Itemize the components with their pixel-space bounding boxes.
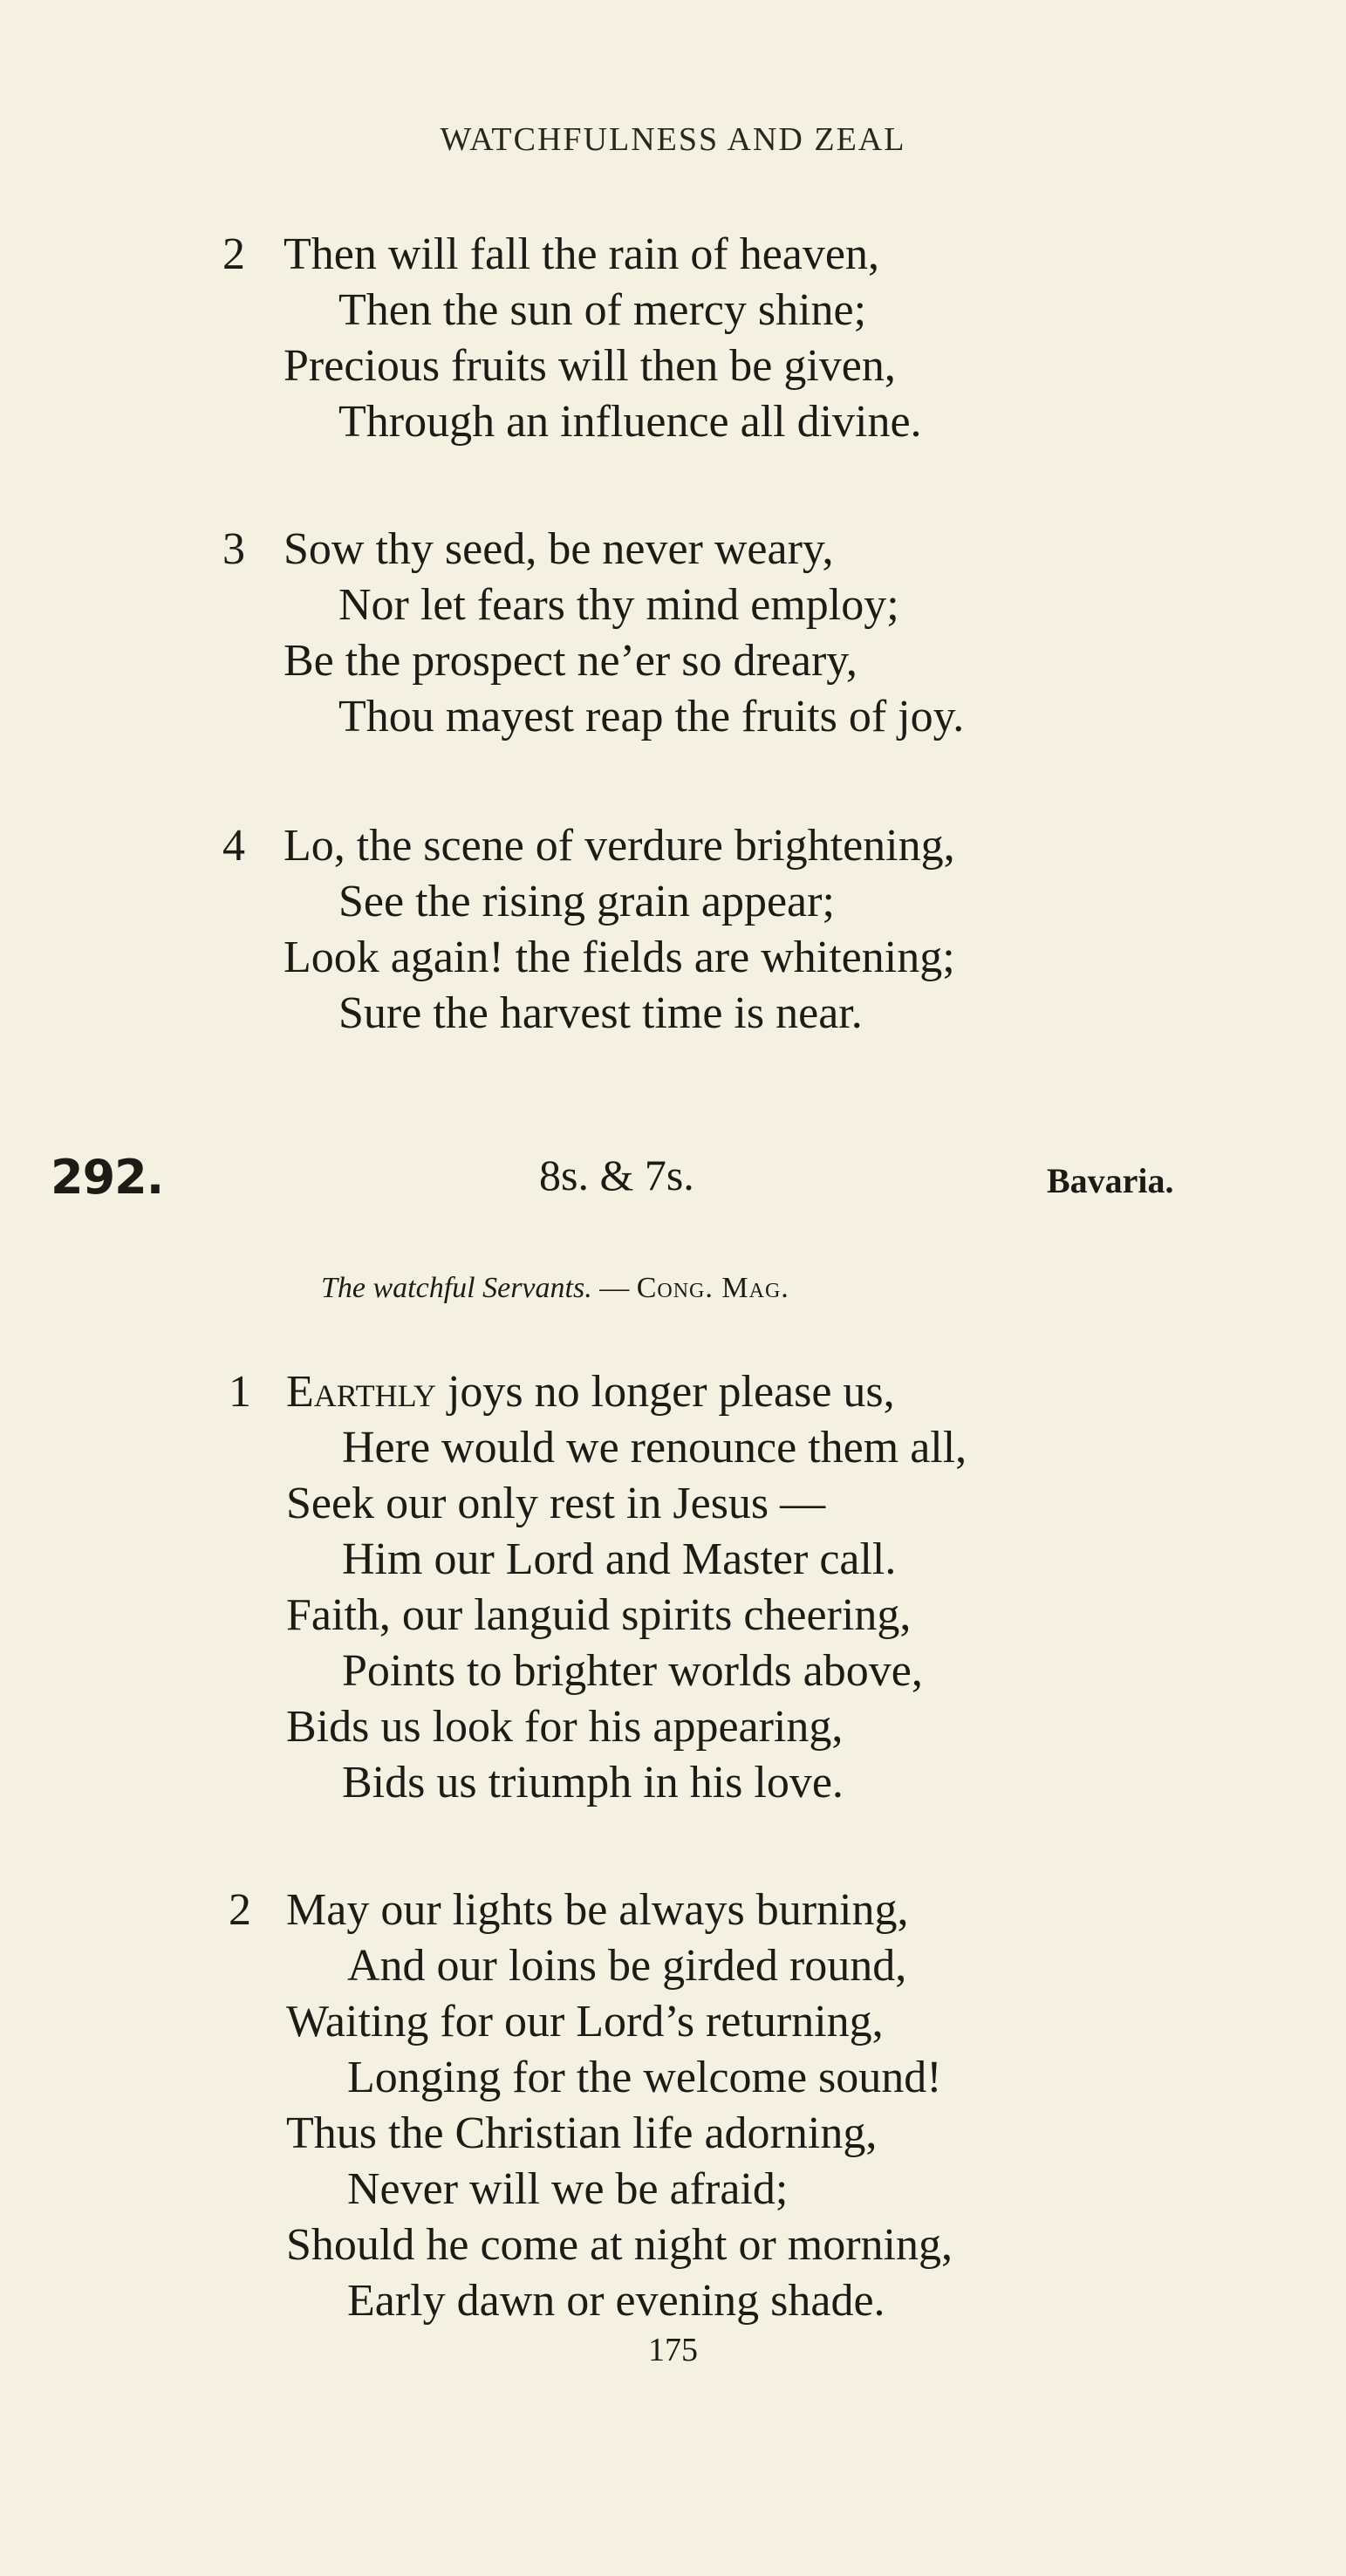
verse-line: Precious fruits will then be given, (284, 341, 896, 391)
verse-line: Nor let fears thy mind employ; (338, 580, 899, 630)
verse-line: Early dawn or evening shade. (347, 2276, 885, 2326)
hymn-number: 292. (51, 1150, 164, 1205)
title-dash: — (591, 1272, 637, 1304)
stanza-number: 2 (229, 1885, 251, 1935)
verse-line: Seek our only rest in Jesus — (286, 1479, 826, 1528)
stanza-number: 4 (222, 821, 245, 871)
verse-line: Him our Lord and Master call. (342, 1534, 897, 1584)
verse-line: Waiting for our Lord’s returning, (286, 1997, 884, 2046)
verse-line: Thou mayest reap the fruits of joy. (338, 692, 965, 741)
verse-line: Longing for the welcome sound! (347, 2053, 942, 2102)
hymn-title: The watchful Servants. (321, 1272, 592, 1304)
verse-line: Then the sun of mercy shine; (338, 285, 867, 335)
verse-line: Faith, our languid spirits cheering, (286, 1590, 912, 1640)
stanza-number: 3 (222, 524, 245, 574)
verse-line: Through an influence all divine. (338, 397, 922, 447)
first-line-rest: joys no longer please us, (435, 1367, 895, 1417)
verse-line: Lo, the scene of verdure brightening, (284, 821, 955, 871)
verse-line: Sow thy seed, be never weary, (284, 524, 834, 574)
verse-line: Should he come at night or morning, (286, 2220, 953, 2270)
stanza-number: 2 (222, 229, 245, 279)
verse-line: Bids us triumph in his love. (342, 1758, 844, 1807)
hymn-subtitle (321, 1272, 789, 1305)
running-head: WATCHFULNESS AND ZEAL (440, 121, 906, 158)
stanza-number: 1 (229, 1367, 251, 1417)
verse-line: Here would we renounce them all, (342, 1423, 967, 1472)
verse-line: Then will fall the rain of heaven, (284, 229, 879, 279)
verse-line: Look again! the fields are whitening; (284, 933, 955, 982)
verse-line: Points to brighter worlds above, (342, 1646, 923, 1696)
verse-line: Thus the Christian life adorning, (286, 2108, 878, 2158)
verse-line: And our loins be girded round, (347, 1941, 907, 1991)
verse-line: Sure the harvest time is near. (338, 988, 863, 1038)
verse-line: See the rising grain appear; (338, 877, 835, 926)
verse-line: Never will we be afraid; (347, 2164, 789, 2214)
tune-name: Bavaria. (1047, 1161, 1174, 1200)
verse-line: Bids us look for his appearing, (286, 1702, 844, 1752)
hymn-source: Cong. Mag. (636, 1272, 789, 1304)
first-word: Earthly (286, 1367, 436, 1417)
verse-line: May our lights be always burning, (286, 1885, 909, 1935)
hymn-meter: 8s. & 7s. (539, 1151, 694, 1199)
page-number: 175 (648, 2332, 698, 2368)
verse-line: Be the prospect ne’er so dreary, (284, 636, 857, 686)
verse-line (286, 1366, 895, 1418)
